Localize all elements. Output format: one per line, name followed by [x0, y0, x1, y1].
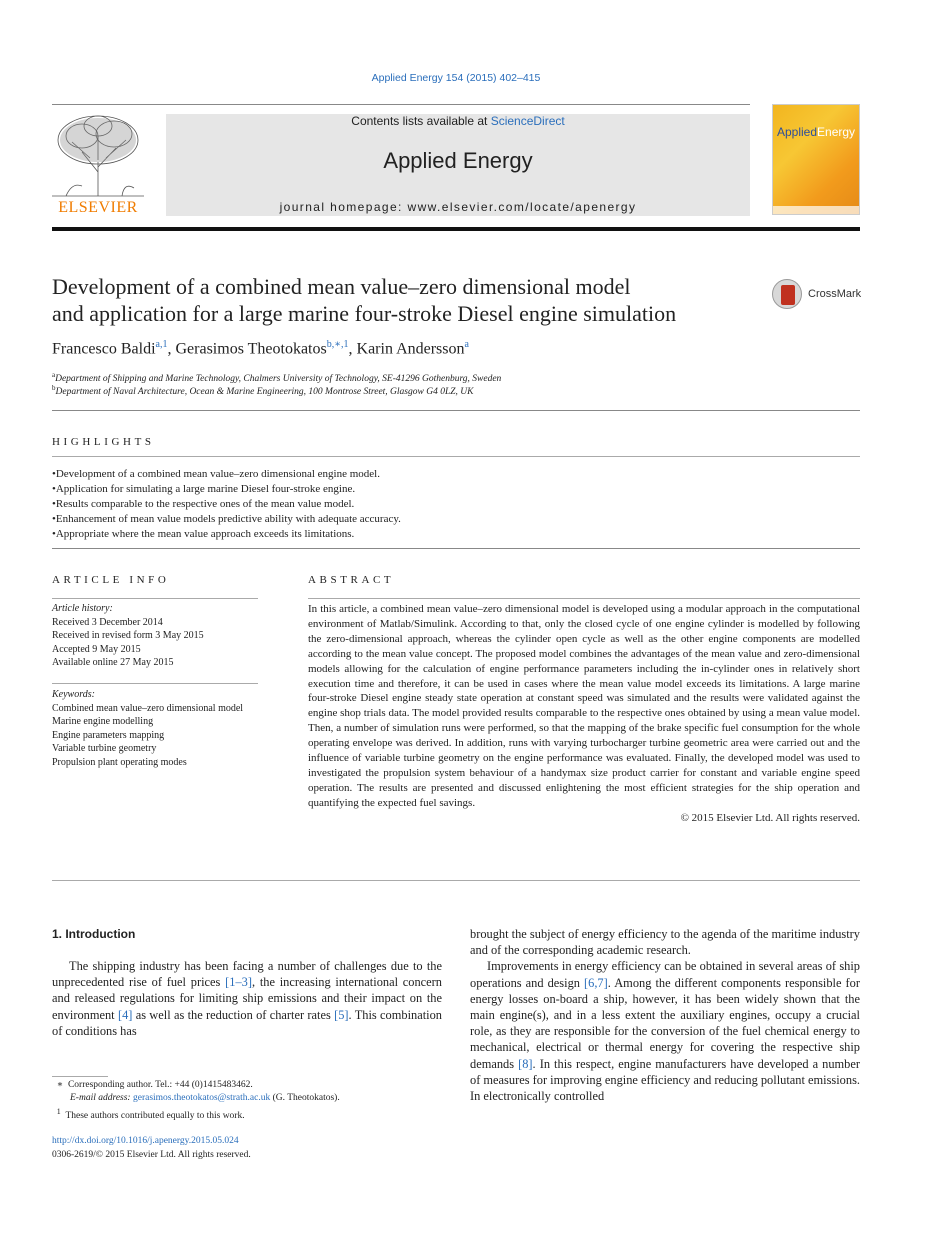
sciencedirect-link[interactable]: ScienceDirect: [490, 114, 565, 128]
article-history: [52, 602, 258, 670]
keyword-item[interactable]: Combined mean value–zero dimensional model: [52, 702, 244, 714]
intro-paragraph-2: brought the subject of energy efficiency to the agenda of the maritime industry and of the corresponding academic research.: [470, 927, 860, 958]
text-run: , the increasing international concern and released regulations for limiting ship emissions and their impact on the environment: [52, 975, 443, 1022]
journal-reference[interactable]: Applied Energy 154 (2015) 402–415: [371, 72, 541, 84]
highlight-item: • Application for simulating a large marine Diesel four-stroke engine.: [52, 482, 401, 497]
divider: [52, 683, 258, 684]
title-line-2: and application for a large marine four-stroke Diesel engine simulation: [52, 301, 677, 326]
keyword-item[interactable]: Propulsion plant operating modes: [52, 756, 187, 768]
section-heading-introduction: 1. Introduction: [52, 927, 136, 941]
author-affil-mark[interactable]: a: [464, 339, 469, 350]
journal-cover-thumbnail[interactable]: [772, 104, 860, 215]
affiliation-mark: a: [52, 371, 56, 379]
highlight-item: • Appropriate where the mean value approach exceeds its limitations.: [52, 527, 401, 542]
author-list: [52, 339, 469, 358]
cover-footer-strip: [773, 206, 859, 214]
title-line-1: Development of a combined mean value–zero dimensional model: [52, 274, 631, 299]
journal-homepage[interactable]: journal homepage: www.elsevier.com/locate/apenergy: [279, 200, 637, 214]
article-title: [52, 273, 762, 327]
crossmark-label: CrossMark: [808, 288, 862, 300]
text-run: . This combination of conditions has: [52, 1007, 442, 1038]
journal-banner: [166, 114, 750, 216]
keyword-item[interactable]: Variable turbine geometry: [52, 743, 157, 754]
citation-link[interactable]: [5]: [334, 1007, 349, 1022]
citation-link[interactable]: [1–3]: [225, 975, 252, 990]
keyword-item[interactable]: Engine parameters mapping: [52, 729, 165, 741]
author-name[interactable]: Karin Andersson: [356, 340, 465, 358]
email-suffix: (G. Theotokatos).: [270, 1093, 340, 1103]
footnote-email: [52, 1092, 442, 1105]
highlights-list: [52, 467, 401, 542]
keywords-label: Keywords:: [52, 689, 95, 700]
text-run: Improvements in energy efficiency can be obtained in several areas of ship operations and design: [470, 959, 860, 990]
crossmark-icon: [772, 279, 802, 309]
affiliation-text: Department of Shipping and Marine Technology, Chalmers University of Technology, SE-41296 Gothenburg, Sweden: [55, 374, 502, 385]
abstract-copyright: © 2015 Elsevier Ltd. All rights reserved.: [680, 811, 860, 824]
keyword-item[interactable]: Marine engine modelling: [52, 716, 154, 727]
contents-availability: [166, 114, 750, 128]
author-name[interactable]: Gerasimos Theotokatos: [175, 340, 327, 358]
history-label: Article history:: [52, 603, 113, 614]
author-separator: ,: [348, 340, 357, 358]
footnote-rule: [52, 1076, 108, 1077]
divider: [52, 410, 860, 411]
divider: [52, 548, 860, 549]
footnote-corresponding: [52, 1079, 442, 1092]
footnote-text: Corresponding author. Tel.: +44 (0)1415483462.: [67, 1080, 253, 1090]
contents-prefix: Contents lists available at: [351, 114, 491, 128]
affiliation-text: Department of Naval Architecture, Ocean & Marine Engineering, 100 Montrose Street, Glasgow G4 0LZ, UK: [55, 387, 474, 398]
history-item: Available online 27 May 2015: [52, 657, 174, 668]
author-separator: ,: [167, 340, 176, 358]
affiliation-b: [52, 384, 473, 397]
text-run: . In this respect, engine manufacturers have developed a number of measures for improving engine efficiency and reducing pollutant emissions. In electronically controlled: [470, 1056, 860, 1104]
author-affil-mark[interactable]: b,∗,1: [326, 339, 349, 350]
text-run: The shipping industry has been facing a number of challenges due to the unprecedented rise of fuel prices: [52, 959, 442, 990]
history-item: Received 3 December 2014: [52, 616, 163, 628]
issn-copyright: 0306-2619/© 2015 Elsevier Ltd. All rights reserved.: [52, 1149, 251, 1160]
bottom-info: [52, 1135, 251, 1162]
cover-title: [777, 125, 855, 139]
author-affil-mark[interactable]: a,1: [155, 339, 168, 350]
history-item: Accepted 9 May 2015: [52, 643, 141, 655]
footnotes: [52, 1079, 442, 1123]
highlight-item: • Results comparable to the respective ones of the mean value model.: [52, 497, 401, 512]
cover-title-a: Applied: [777, 125, 818, 139]
citation-link[interactable]: [6,7]: [584, 975, 608, 990]
footnote-equal-contribution: [52, 1105, 442, 1123]
left-column: [52, 958, 442, 1039]
divider: [52, 456, 860, 457]
divider: [308, 598, 860, 599]
email-label: E-mail address:: [70, 1093, 133, 1103]
article-info-heading: ARTICLE INFO: [52, 574, 170, 586]
affiliation-a: [52, 371, 501, 384]
footnote-mark: ∗: [56, 1080, 64, 1090]
text-run: . Among the different components responsible for energy losses on-board a ship, however, it has been widely shown that the main engine(s), and in a less extent the auxiliary engines, occupy a crucial role, as they are responsible for the conversion of the fuel chemical energy to mechanical, electrical or thermal energy for covering the respective ship demands: [470, 975, 860, 1071]
keywords: [52, 688, 258, 769]
abstract-body: [308, 602, 860, 826]
author-name[interactable]: Francesco Baldi: [52, 340, 156, 358]
citation-link[interactable]: [8]: [518, 1056, 533, 1071]
crossmark-badge[interactable]: [772, 279, 862, 311]
masthead-rule: [52, 227, 860, 231]
divider: [52, 880, 860, 881]
affiliation-mark: b: [52, 384, 56, 392]
header-rule: [52, 104, 750, 105]
history-item: Received in revised form 3 May 2015: [52, 630, 204, 641]
doi-link[interactable]: http://dx.doi.org/10.1016/j.apenergy.2015.05.024: [52, 1136, 239, 1146]
text-run: as well as the reduction of charter rates: [132, 1007, 335, 1022]
journal-name: Applied Energy: [383, 148, 533, 173]
email-link[interactable]: gerasimos.theotokatos@strath.ac.uk: [132, 1093, 271, 1103]
publisher-wordmark: ELSEVIER: [58, 199, 138, 216]
highlight-item: • Development of a combined mean value–zero dimensional engine model.: [52, 467, 401, 482]
abstract-text: In this article, a combined mean value–zero dimensional model is developed using a modular approach in the computational environment of Matlab/Simulink. According to that, only the closed cycle of one engine cylinder is modelled by following the zero-dimensional approach, whereas the cylinder open cycle as well as the other engine components are modelled according to the mean value concept. The proposed model combines the advantages of the mean value and zero-dimensional models allowing for the calculation of engine performance parameters including the in-cylinder ones in relatively short execution time and therefore, it can be used in cases where the mean value model exceeds its limitations. A large marine four-stroke Diesel engine steady state operation at constant speed was simulated and the results were validated against the engine shop trials data. The model provided results comparable to the respective ones obtained by using a mean value model. Then, a number of simulation runs were performed, so that the mapping of the brake specific fuel consumption for the whole operating envelope was derived. In addition, runs with varying turbocharger turbine geometric area were carried out and the influence of variable turbine geometry on the engine performance was evaluated. Finally, the developed model was used to investigated the propulsion system behaviour of a handymax size product carrier for constant and variable engine speed operation. The results are presented and discussed enlightening the most efficient strategies for the ship operation and quantifying the expected fuel savings.: [308, 603, 860, 809]
citation-link[interactable]: [4]: [117, 1007, 133, 1022]
highlight-item: • Enhancement of mean value models predictive ability with adequate accuracy.: [52, 512, 401, 527]
footnote-text: These authors contributed equally to this work.: [65, 1111, 245, 1122]
intro-paragraph-1: [52, 958, 442, 1039]
intro-paragraph-3: [470, 958, 860, 1104]
footnote-mark: 1: [56, 1107, 61, 1116]
divider: [52, 598, 258, 599]
abstract-heading: ABSTRACT: [308, 574, 395, 586]
right-column: [470, 926, 860, 1104]
highlights-heading: HIGHLIGHTS: [52, 436, 155, 448]
cover-title-b: Energy: [817, 125, 856, 139]
